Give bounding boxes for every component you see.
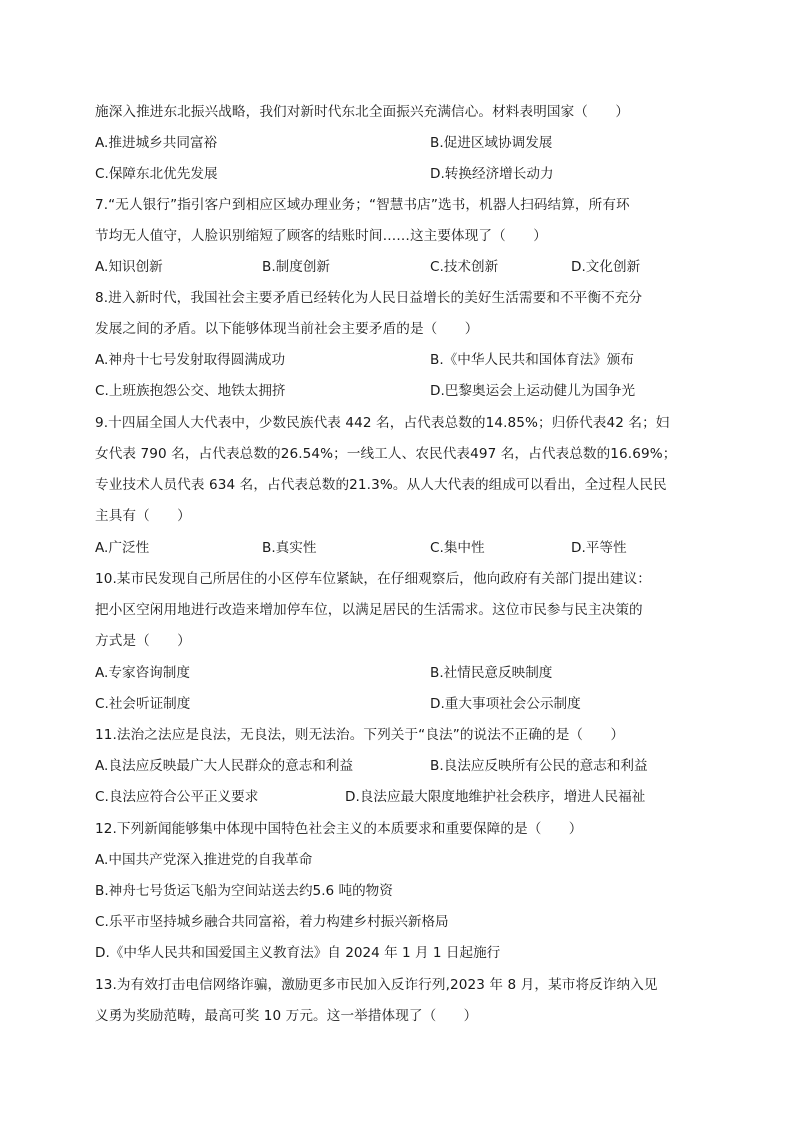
- q9-option-a: A.广泛性: [95, 540, 150, 556]
- q11-option-d: D.良法应最大限度地维护社会秩序，增进人民福祉: [345, 789, 646, 805]
- q10-stem-line-3: 方式是（ ）: [95, 633, 191, 649]
- q6-option-a: A.推进城乡共同富裕: [95, 135, 218, 151]
- q12-option-b: B.神舟七号货运飞船为空间站送去约5.6 吨的物资: [95, 883, 393, 899]
- q6-option-c: C.保障东北优先发展: [95, 166, 218, 182]
- q9-option-c: C.集中性: [430, 540, 485, 556]
- q7-option-c: C.技术创新: [430, 259, 499, 275]
- q12-option-c: C.乐平市坚持城乡融合共同富裕，着力构建乡村振兴新格局: [95, 914, 449, 930]
- q7-stem-line-2: 节均无人值守，人脸识别缩短了顾客的结账时间……这主要体现了（ ）: [95, 228, 547, 244]
- q10-option-d: D.重大事项社会公示制度: [430, 696, 581, 712]
- q7-option-a: A.知识创新: [95, 259, 163, 275]
- q8-option-a: A.神舟十七号发射取得圆满成功: [95, 352, 286, 368]
- q10-stem-line-1: 10.某市民发现自己所居住的小区停车位紧缺，在仔细观察后，他向政府有关部门提出建议：: [95, 571, 651, 587]
- q9-stem-line-3: 专业技术人员代表 634 名，占代表总数的21.3%。从人大代表的组成可以看出，全过程人民民: [95, 477, 667, 493]
- q10-stem-line-2: 把小区空闲用地进行改造来增加停车位，以满足居民的生活需求。这位市民参与民主决策的: [95, 602, 643, 618]
- q8-stem-line-2: 发展之间的矛盾。以下能够体现当前社会主要矛盾的是（ ）: [95, 321, 479, 337]
- q10-option-b: B.社情民意反映制度: [430, 665, 553, 681]
- q11-stem-line-1: 11.法治之法应是良法，无良法，则无法治。下列关于“良法”的说法不正确的是（ ）: [95, 727, 625, 743]
- q7-stem-line-1: 7.“无人银行”指引客户到相应区域办理业务；“智慧书店”选书，机器人扫码结算，所有环: [95, 197, 630, 213]
- q8-option-b: B.《中华人民共和国体育法》颁布: [430, 352, 634, 368]
- q12-option-a: A.中国共产党深入推进党的自我革命: [95, 852, 313, 868]
- q9-option-b: B.真实性: [262, 540, 317, 556]
- q7-option-d: D.文化创新: [571, 259, 641, 275]
- q10-option-a: A.专家咨询制度: [95, 665, 190, 681]
- q9-stem-line-4: 主具有（ ）: [95, 508, 191, 524]
- q11-option-a: A.良法应反映最广大人民群众的意志和利益: [95, 758, 354, 774]
- q9-stem-line-1: 9.十四届全国人大代表中，少数民族代表 442 名，占代表总数的14.85%；归侨代表42 名；妇: [95, 415, 670, 431]
- q6-option-b: B.促进区域协调发展: [430, 135, 553, 151]
- q8-option-d: D.巴黎奥运会上运动健儿为国争光: [430, 383, 636, 399]
- q8-stem-line-1: 8.进入新时代，我国社会主要矛盾已经转化为人民日益增长的美好生活需要和不平衡不充分: [95, 290, 643, 306]
- q11-option-b: B.良法应反映所有公民的意志和利益: [430, 758, 648, 774]
- q6-option-d: D.转换经济增长动力: [430, 166, 554, 182]
- q13-stem-line-1: 13.为有效打击电信网络诈骗，激励更多市民加入反诈行列,2023 年 8 月，某市将反诈纳入见: [95, 977, 658, 993]
- q6-stem-line: 施深入推进东北振兴战略，我们对新时代东北全面振兴充满信心。材料表明国家（ ）: [95, 104, 630, 120]
- q11-option-c: C.良法应符合公平正义要求: [95, 789, 259, 805]
- q10-option-c: C.社会听证制度: [95, 696, 191, 712]
- q8-option-c: C.上班族抱怨公交、地铁太拥挤: [95, 383, 286, 399]
- q13-stem-line-2: 义勇为奖励范畴，最高可奖 10 万元。这一举措体现了（ ）: [95, 1008, 478, 1024]
- q9-stem-line-2: 女代表 790 名，占代表总数的26.54%；一线工人、农民代表497 名，占代表总数的16.69%；: [95, 446, 677, 462]
- q12-option-d: D.《中华人民共和国爱国主义教育法》自 2024 年 1 月 1 日起施行: [95, 945, 501, 961]
- q12-stem-line-1: 12.下列新闻能够集中体现中国特色社会主义的本质要求和重要保障的是（ ）: [95, 821, 583, 837]
- q7-option-b: B.制度创新: [262, 259, 331, 275]
- q9-option-d: D.平等性: [571, 540, 627, 556]
